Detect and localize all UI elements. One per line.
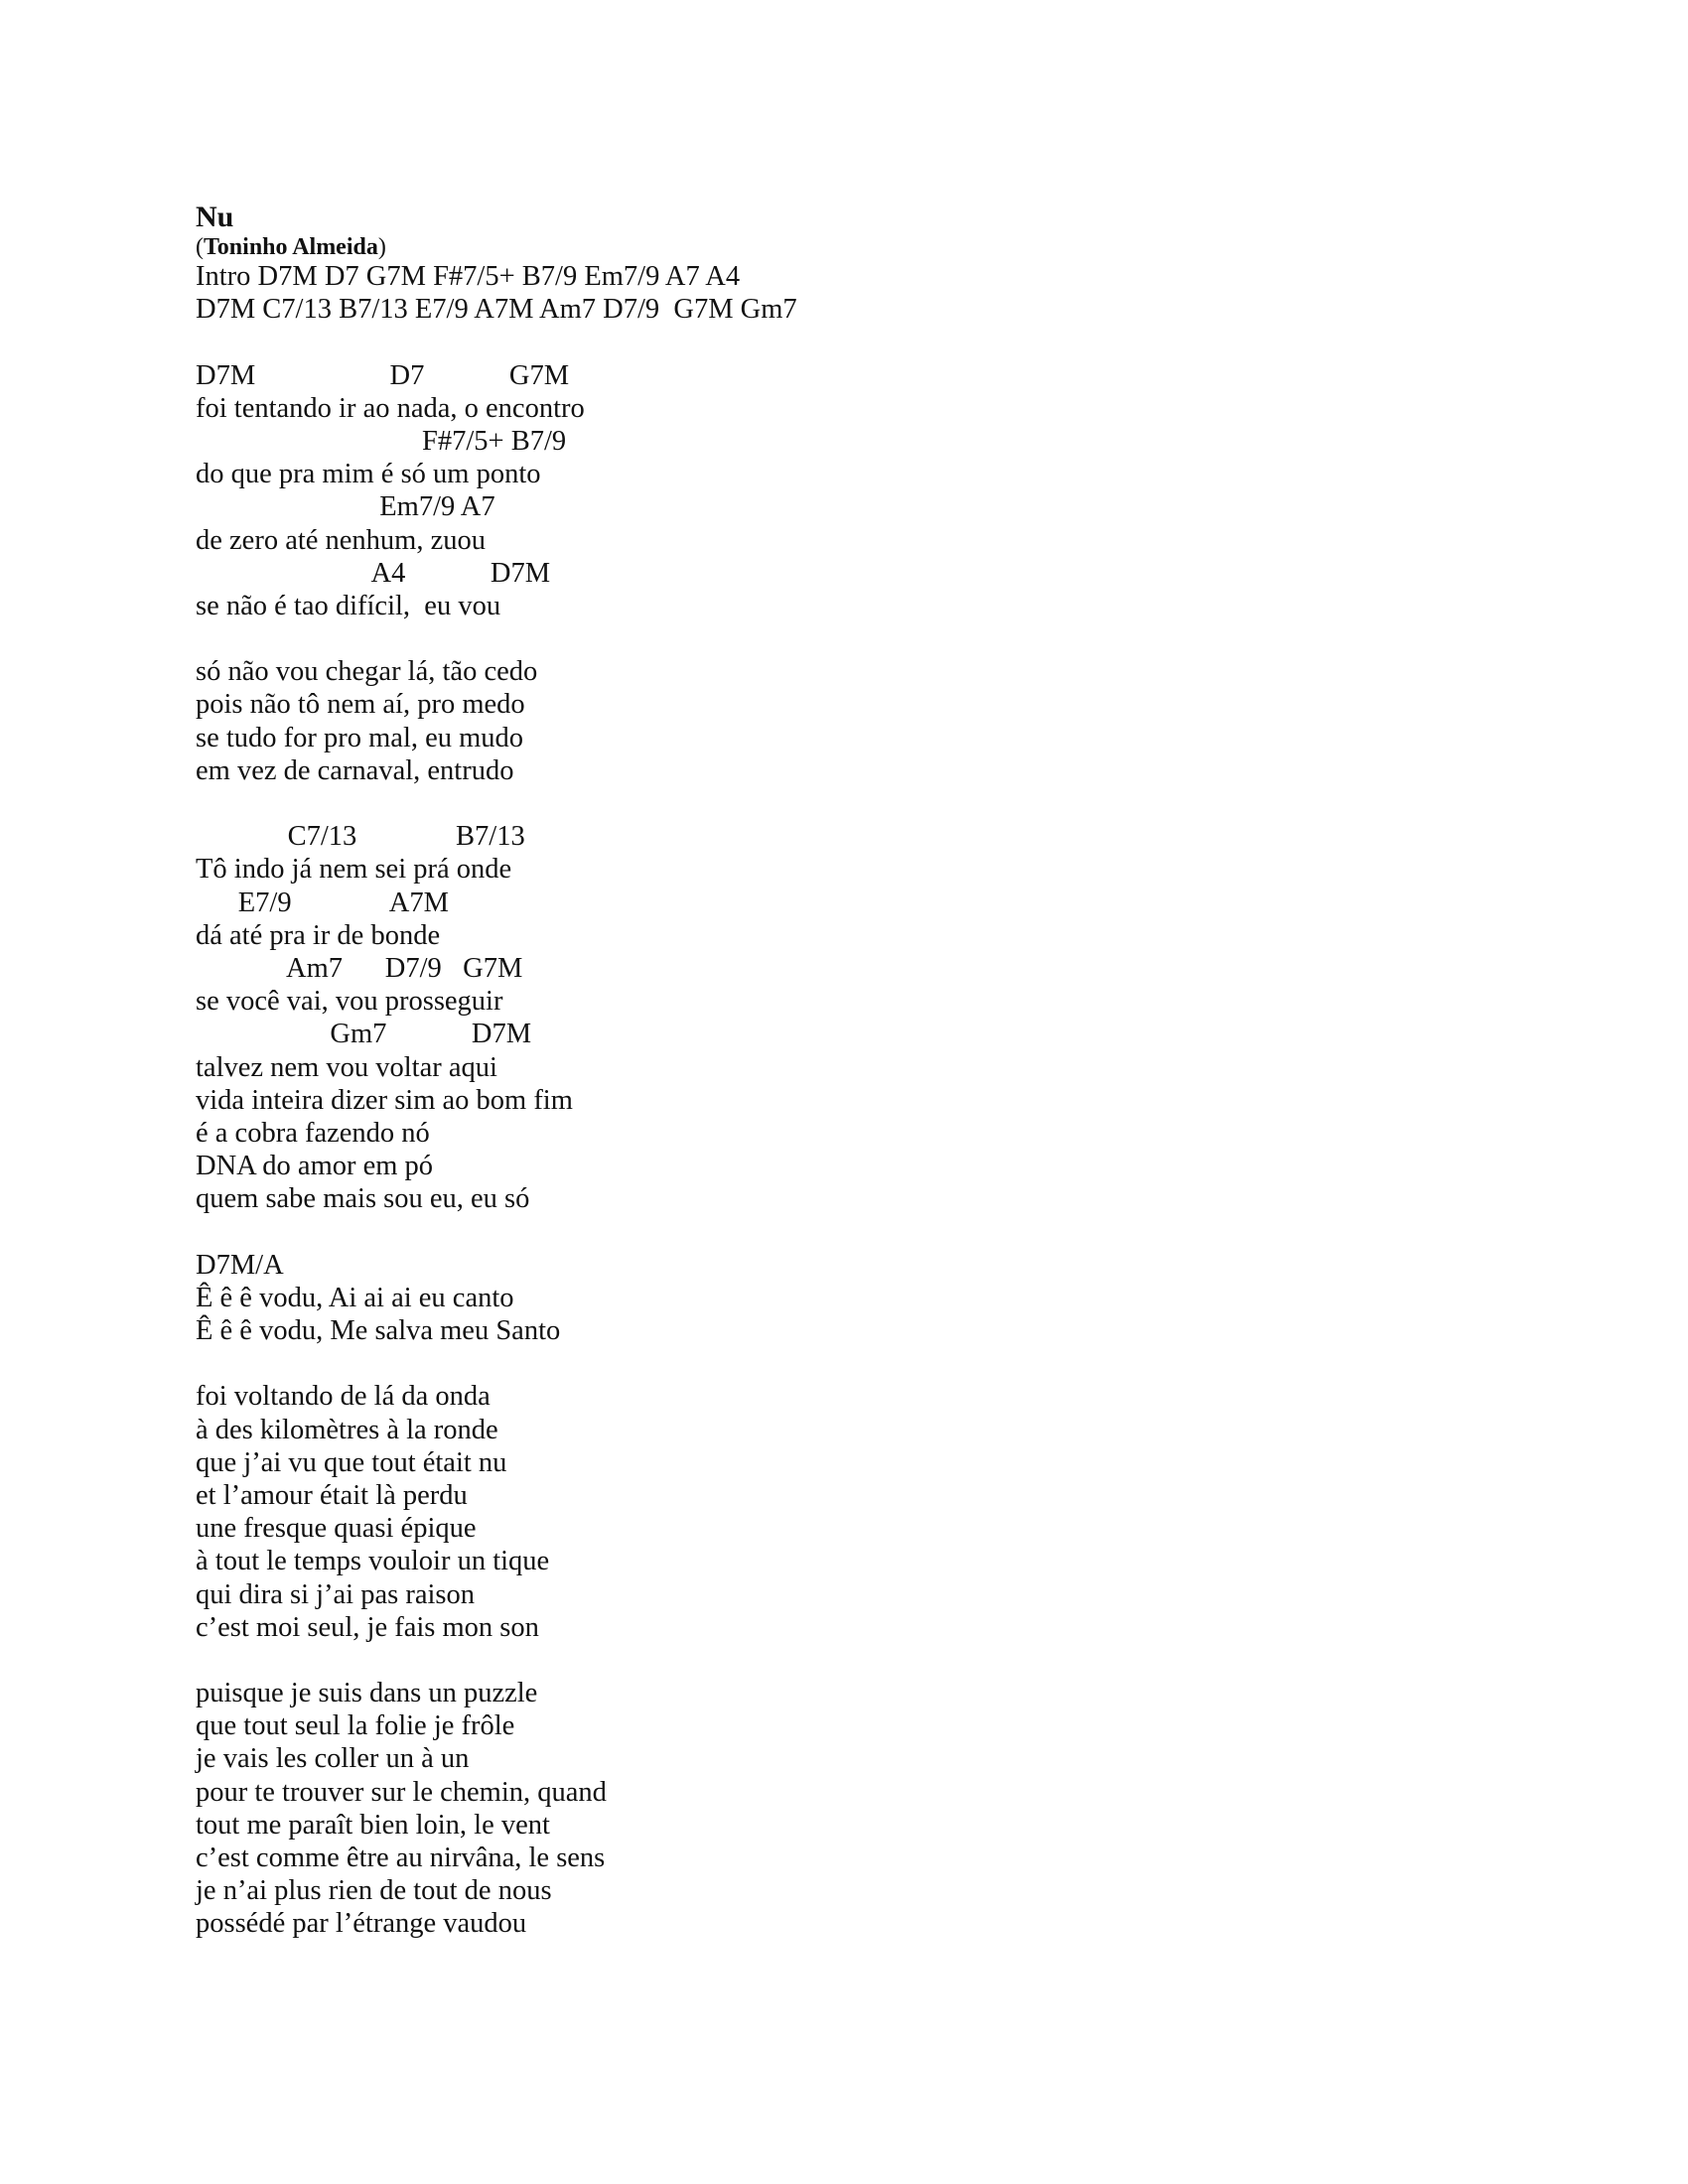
- song-line: D7M D7 G7M: [196, 359, 570, 391]
- song-line: E7/9 A7M: [196, 887, 449, 918]
- blank-line: [196, 787, 1586, 820]
- song-line: pois não tô nem aí, pro medo: [196, 689, 525, 721]
- song-line: possédé par l’étrange vaudou: [196, 1908, 527, 1940]
- blank-line: [196, 1644, 1586, 1677]
- song-line: que j’ai vu que tout était nu: [196, 1446, 507, 1478]
- song-line: só não vou chegar lá, tão cedo: [196, 656, 538, 688]
- song-line: se não é tao difícil, eu vou: [196, 590, 501, 621]
- song-line: c’est comme être au nirvâna, le sens: [196, 1843, 606, 1873]
- song-line: une fresque quasi épique: [196, 1513, 477, 1545]
- blank-line: [196, 1347, 1586, 1380]
- song-title: Nu: [196, 201, 234, 233]
- blank-line: [196, 326, 1586, 358]
- author-name: Toninho Almeida: [204, 234, 378, 260]
- lyrics-body: [196, 260, 1586, 1941]
- song-line: Ê ê ê vodu, Me salva meu Santo: [196, 1315, 561, 1346]
- song-line: dá até pra ir de bonde: [196, 919, 441, 951]
- song-line: Intro D7M D7 G7M F#7/5+ B7/9 Em7/9 A7 A4: [196, 261, 741, 292]
- song-line: C7/13 B7/13: [196, 821, 525, 853]
- song-line: Gm7 D7M: [196, 1019, 532, 1050]
- song-line: Em7/9 A7: [196, 491, 495, 523]
- song-line: talvez nem vou voltar aqui: [196, 1051, 497, 1083]
- author-paren-open: (: [196, 234, 204, 260]
- blank-line: [196, 1215, 1586, 1248]
- song-line: D7M C7/13 B7/13 E7/9 A7M Am7 D7/9 G7M Gm7: [196, 294, 797, 326]
- song-line: em vez de carnaval, entrudo: [196, 754, 514, 786]
- author-paren-close: ): [377, 234, 386, 260]
- song-line: je n’ai plus rien de tout de nous: [196, 1875, 552, 1907]
- song-line: qui dira si j’ai pas raison: [196, 1578, 475, 1610]
- song-line: se tudo for pro mal, eu mudo: [196, 722, 524, 753]
- song-line: que tout seul la folie je frôle: [196, 1710, 515, 1742]
- song-line: c’est moi seul, je fais mon son: [196, 1611, 539, 1643]
- song-line: pour te trouver sur le chemin, quand: [196, 1776, 607, 1808]
- song-line: D7M/A: [196, 1249, 284, 1281]
- song-line: foi voltando de lá da onda: [196, 1381, 491, 1413]
- song-line: à tout le temps vouloir un tique: [196, 1546, 550, 1577]
- song-line: do que pra mim é só um ponto: [196, 459, 541, 490]
- song-line: quem sabe mais sou eu, eu só: [196, 1183, 530, 1215]
- song-line: puisque je suis dans un puzzle: [196, 1678, 538, 1709]
- song-line: F#7/5+ B7/9: [196, 425, 567, 457]
- song-line: de zero até nenhum, zuou: [196, 524, 486, 556]
- song-line: tout me paraît bien loin, le vent: [196, 1809, 550, 1841]
- song-line: se você vai, vou prosseguir: [196, 986, 503, 1018]
- song-line: vida inteira dizer sim ao bom fim: [196, 1084, 573, 1116]
- song-author: [196, 234, 1586, 260]
- song-line: Am7 D7/9 G7M: [196, 952, 523, 984]
- song-line: et l’amour était là perdu: [196, 1479, 468, 1511]
- song-sheet: [196, 199, 1586, 1941]
- song-line: foi tentando ir ao nada, o encontro: [196, 392, 585, 424]
- song-line: é a cobra fazendo nó: [196, 1117, 430, 1149]
- blank-line: [196, 622, 1586, 655]
- song-line: Tô indo já nem sei prá onde: [196, 854, 512, 886]
- song-line: à des kilomètres à la ronde: [196, 1414, 498, 1445]
- song-line: A4 D7M: [196, 557, 551, 589]
- song-line: je vais les coller un à un: [196, 1743, 470, 1775]
- song-line: Ê ê ê vodu, Ai ai ai eu canto: [196, 1282, 514, 1313]
- song-line: DNA do amor em pó: [196, 1151, 434, 1182]
